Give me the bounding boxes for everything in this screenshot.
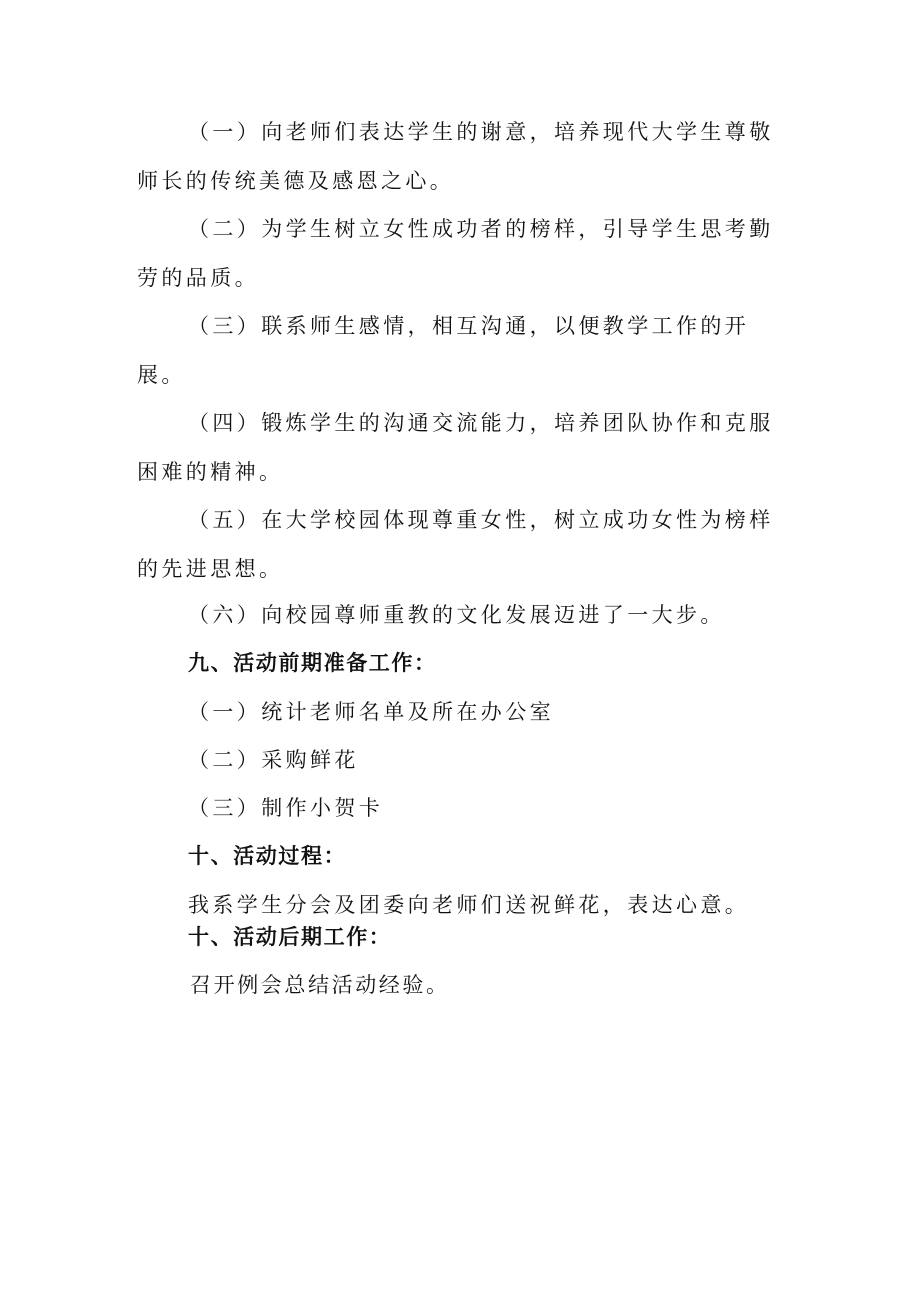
section-10-followup-body: 召开例会总结活动经验。: [190, 973, 450, 997]
purpose-3-line-2: 展。: [137, 363, 186, 387]
purpose-1-line-1: （一）向老师们表达学生的谢意，培养现代大学生尊敬: [188, 120, 774, 144]
section-9-item-3: （三）制作小贺卡: [188, 796, 384, 820]
section-10-process-heading: 十、活动过程：: [188, 844, 347, 868]
purpose-5-line-1: （五）在大学校园体现尊重女性，树立成功女性为榜样: [188, 508, 774, 532]
section-10-followup-heading: 十、活动后期工作：: [188, 925, 392, 949]
purpose-4-line-1: （四）锻炼学生的沟通交流能力，培养团队协作和克服: [188, 411, 774, 435]
purpose-2-line-2: 劳的品质。: [137, 266, 259, 290]
section-9-item-1: （一）统计老师名单及所在办公室: [188, 700, 554, 724]
purpose-6-line-1: （六）向校园尊师重教的文化发展迈进了一大步。: [188, 603, 725, 627]
section-10-process-body: 我系学生分会及团委向老师们送祝鲜花，表达心意。: [188, 893, 750, 917]
purpose-2-line-1: （二）为学生树立女性成功者的榜样，引导学生思考勤: [188, 217, 774, 241]
section-9-item-2: （二）采购鲜花: [188, 748, 359, 772]
purpose-5-line-2: 的先进思想。: [137, 557, 284, 581]
purpose-3-line-1: （三）联系师生感情，相互沟通，以便教学工作的开: [188, 314, 750, 338]
purpose-4-line-2: 困难的精神。: [137, 460, 284, 484]
purpose-1-line-2: 师长的传统美德及感恩之心。: [137, 169, 455, 193]
section-9-heading: 九、活动前期准备工作：: [188, 651, 437, 675]
